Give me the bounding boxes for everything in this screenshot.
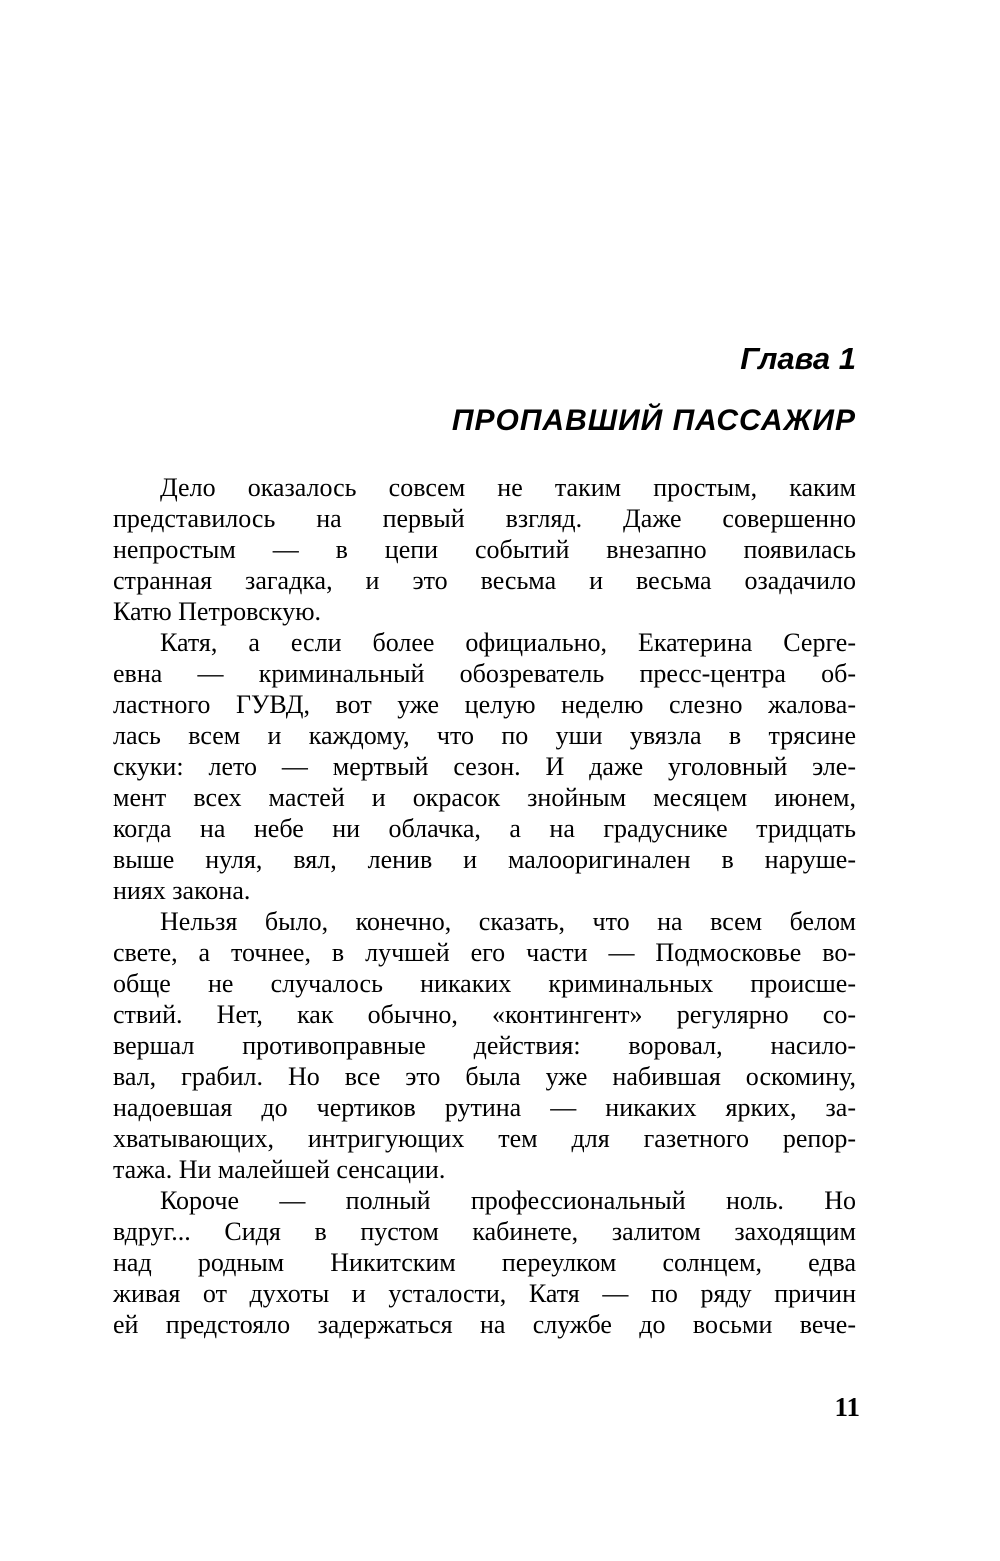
text-line: живая от духоты и усталости, Катя — по ряду причин bbox=[113, 1279, 856, 1308]
text-line: Дело оказалось совсем не таким простым, каким bbox=[160, 473, 856, 502]
text-line: Короче — полный профессиональный ноль. Но bbox=[160, 1186, 856, 1215]
text-line: Катю Петровскую. bbox=[113, 597, 321, 626]
chapter-label: Глава 1 bbox=[740, 341, 856, 376]
page-number: 11 bbox=[834, 1392, 860, 1422]
text-line: лась всем и каждому, что по уши увязла в трясине bbox=[113, 721, 856, 750]
text-line: ниях закона. bbox=[113, 876, 251, 905]
text-line: скуки: лето — мертвый сезон. И даже уголовный эле- bbox=[113, 752, 856, 781]
paragraph bbox=[113, 627, 856, 906]
text-line: ей предстояло задержаться на службе до восьми вече- bbox=[113, 1310, 856, 1339]
text-line: мент всех мастей и окрасок знойным месяцем июнем, bbox=[113, 783, 856, 812]
text-line: свете, а точнее, в лучшей его части — Подмосковье во- bbox=[113, 938, 856, 967]
text-line: вдруг... Сидя в пустом кабинете, залитом заходящим bbox=[113, 1217, 856, 1246]
text-line: ствий. Нет, как обычно, «контингент» регулярно со- bbox=[113, 1000, 856, 1029]
text-line: представилось на первый взгляд. Даже совершенно bbox=[113, 504, 856, 533]
text-line: Катя, а если более официально, Екатерина Серге- bbox=[160, 628, 856, 657]
body-text bbox=[113, 472, 856, 1340]
text-line: тажа. Ни малейшей сенсации. bbox=[113, 1155, 446, 1184]
text-line: ластного ГУВД, вот уже целую неделю слезно жалова- bbox=[113, 690, 856, 719]
text-line: обще не случалось никаких криминальных происше- bbox=[113, 969, 856, 998]
text-line: вершал противоправные действия: воровал, насило- bbox=[113, 1031, 856, 1060]
chapter-title: ПРОПАВШИЙ ПАССАЖИР bbox=[451, 404, 856, 437]
text-line: над родным Никитским переулком солнцем, едва bbox=[113, 1248, 856, 1277]
text-line: Нельзя было, конечно, сказать, что на всем белом bbox=[160, 907, 856, 936]
paragraph bbox=[113, 472, 856, 627]
text-line: вал, грабил. Но все это была уже набившая оскомину, bbox=[113, 1062, 856, 1091]
text-line: евна — криминальный обозреватель пресс-центра об- bbox=[113, 659, 856, 688]
text-line: непростым — в цепи событий внезапно появилась bbox=[113, 535, 856, 564]
paragraph bbox=[113, 906, 856, 1185]
text-line: странная загадка, и это весьма и весьма озадачило bbox=[113, 566, 856, 595]
text-line: хватывающих, интригующих тем для газетного репор- bbox=[113, 1124, 856, 1153]
paragraph bbox=[113, 1185, 856, 1340]
text-line: выше нуля, вял, ленив и малооригинален в наруше- bbox=[113, 845, 856, 874]
text-line: когда на небе ни облачка, а на градуснике тридцать bbox=[113, 814, 856, 843]
text-line: надоевшая до чертиков рутина — никаких ярких, за- bbox=[113, 1093, 856, 1122]
